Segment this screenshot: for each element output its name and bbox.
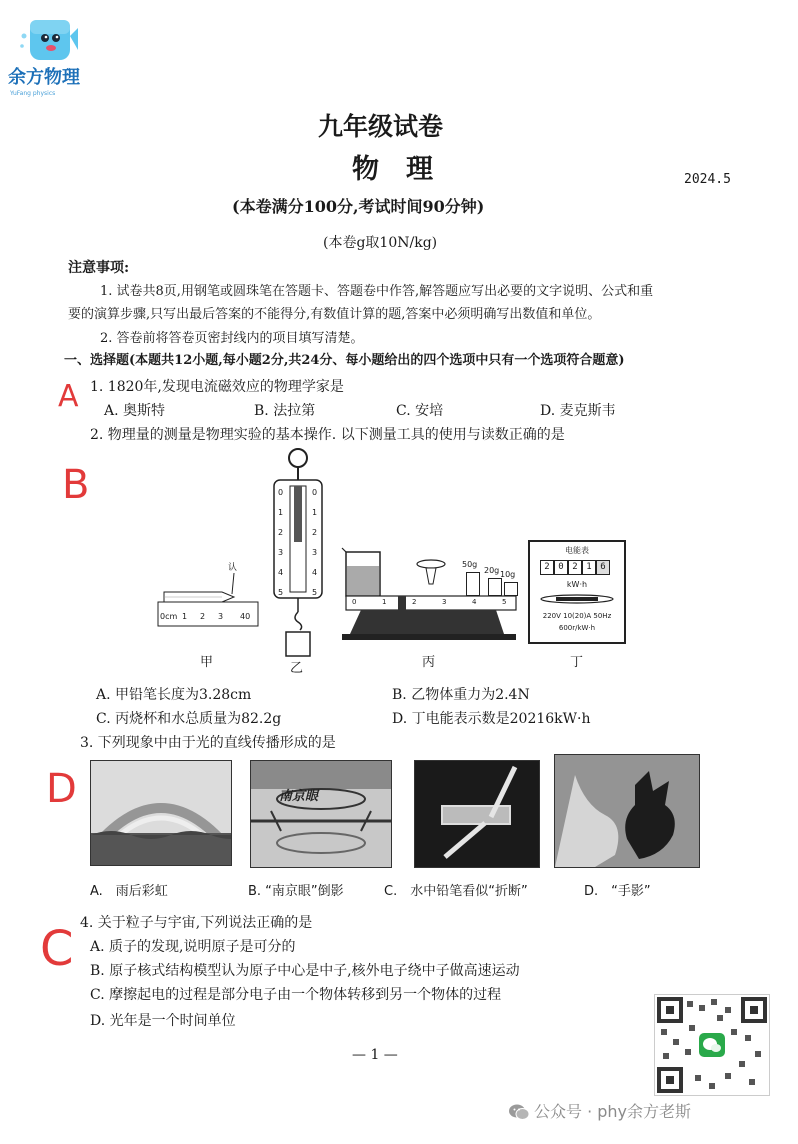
notice-item-2: 2. 答卷前将答卷页密封线内的项目填写清楚。 [100, 331, 364, 346]
weight-label: 20g [484, 566, 500, 575]
q4-option-a: A. 质子的发现,说明原子是可分的 [90, 939, 296, 955]
q2-option-c: C. 丙烧杯和水总质量为82.2g [96, 711, 282, 727]
q2-option-b: B. 乙物体重力为2.4N [392, 687, 530, 703]
watermark-text: 公众号 · phy余方老斯 [534, 1102, 692, 1121]
weight-label: 50g [462, 560, 478, 569]
ruler-tick-label: 40 [240, 612, 251, 621]
notice-item-1-line-1: 1. 试卷共8页,用钢笔或圆珠笔在答题卡、答题卷中作答,解答题应写出必要的文字说明、公式和重 [100, 284, 654, 299]
weight-block [504, 582, 518, 596]
balance-tick-label: 0 [352, 598, 357, 606]
exam-meta: (本卷满分100分,考试时间90分钟) [232, 197, 485, 216]
q2-stem: 2. 物理量的测量是物理实验的基本操作. 以下测量工具的使用与读数正确的是 [90, 427, 565, 443]
balance-tick-label: 1 [382, 598, 387, 606]
wechat-icon [508, 1103, 530, 1121]
scale-tick-label-right: 0 [312, 488, 318, 497]
scale-tick-label-left: 5 [278, 588, 284, 597]
meter-digit: 1 [582, 560, 596, 575]
meter-digits [540, 560, 620, 574]
figure-ruler [156, 560, 262, 632]
meter-digit: 6 [596, 560, 610, 575]
g-note: (本卷g取10N/kg) [323, 235, 438, 251]
meter-digit: 2 [540, 560, 554, 575]
photo-hand-shadow [554, 754, 700, 868]
scale-tick-label-left: 4 [278, 568, 284, 577]
qr-code[interactable] [654, 994, 770, 1096]
q1-answer-mark: A [58, 379, 79, 414]
photo-nanjing-eye-text: 南京眼 [279, 789, 319, 804]
page-number: — 1 — [352, 1047, 398, 1063]
photo-nanjing-eye [250, 760, 392, 868]
ruler-note: 认 [228, 563, 238, 573]
notice-heading: 注意事项: [68, 260, 130, 276]
logo-subtitle: YuFang physics [10, 90, 56, 97]
meter-constant: 600r/kW·h [558, 624, 596, 632]
scale-tick-label-left: 0 [278, 488, 284, 497]
q1-option-b: B. 法拉第 [254, 403, 316, 419]
logo [8, 14, 88, 97]
scale-tick-label-right: 3 [312, 548, 318, 557]
q1-option-a: A. 奥斯特 [104, 403, 166, 419]
q3-stem: 3. 下列现象中由于光的直线传播形成的是 [80, 735, 336, 751]
q4-option-b: B. 原子核式结构模型认为原子中心是中子,核外电子绕中子做高速运动 [90, 963, 520, 979]
balance-tick-label: 4 [472, 598, 477, 606]
exam-date: 2024.5 [684, 172, 731, 187]
fish-mascot-icon [18, 14, 80, 72]
photo-rainbow [90, 760, 232, 866]
weight-label: 10g [500, 570, 516, 579]
ruler-tick-label: 0cm [160, 612, 178, 621]
balance-tick-label: 3 [442, 598, 447, 606]
q3-answer-mark: D [46, 766, 77, 812]
q2-option-d: D. 丁电能表示数是20216kW·h [392, 711, 591, 727]
figure-spring-scale [268, 446, 328, 660]
q1-option-d: D. 麦克斯韦 [540, 403, 616, 419]
logo-name: 余方物理 [8, 67, 80, 88]
figure-energy-meter [528, 540, 626, 644]
q1-option-c: C. 安培 [396, 403, 444, 419]
scale-tick-label-right: 5 [312, 588, 318, 597]
balance-tick-label: 5 [502, 598, 507, 606]
watermark [508, 1100, 778, 1124]
section-heading: 一、选择题(本题共12小题,每小题2分,共24分、每小题给出的四个选项中只有一个选项符合题意) [64, 353, 625, 368]
q4-stem: 4. 关于粒子与宇宙,下列说法正确的是 [80, 915, 313, 931]
meter-title: 电能表 [565, 546, 589, 555]
scale-tick-label-right: 2 [312, 528, 318, 537]
q4-option-c: C. 摩擦起电的过程是部分电子由一个物体转移到另一个物体的过程 [90, 987, 502, 1003]
figure-balance [336, 538, 522, 646]
balance-tick-label: 2 [412, 598, 417, 606]
meter-digit: 0 [554, 560, 568, 575]
figure-label-yi: 乙 [290, 661, 304, 676]
notice-item-1-line-2: 要的演算步骤,只写出最后答案的不能得分,有数值计算的题,答案中必须明确写出数值和单位。 [68, 307, 601, 322]
q4-option-d: D. 光年是一个时间单位 [90, 1013, 236, 1029]
q3-option-d: D. “手影” [584, 884, 651, 899]
scale-tick-label-left: 3 [278, 548, 284, 557]
q1-stem: 1. 1820年,发现电流磁效应的物理学家是 [90, 379, 344, 395]
figure-label-jia: 甲 [200, 655, 214, 670]
ruler-tick-label: 1 [182, 612, 188, 621]
subject-title: 物 理 [352, 154, 433, 185]
q2-answer-mark: B [62, 462, 90, 508]
meter-digit: 2 [568, 560, 582, 575]
scale-tick-label-right: 4 [312, 568, 318, 577]
weight-block [466, 572, 480, 596]
scale-tick-label-left: 2 [278, 528, 284, 537]
q3-option-a: A. 雨后彩虹 [90, 884, 168, 899]
ruler-tick-label: 2 [200, 612, 206, 621]
q4-answer-mark: C [40, 921, 74, 977]
weight-block [488, 578, 502, 596]
figure-label-bing: 丙 [422, 655, 436, 670]
scale-tick-label-left: 1 [278, 508, 284, 517]
meter-unit: kW·h [566, 580, 588, 589]
exam-title: 九年级试卷 [318, 112, 444, 141]
photo-pencil-in-water [414, 760, 540, 868]
q3-option-c: C. 水中铅笔看似“折断” [384, 884, 528, 899]
ruler-tick-label: 3 [218, 612, 224, 621]
q2-option-a: A. 甲铅笔长度为3.28cm [96, 687, 252, 703]
figure-label-ding: 丁 [570, 655, 584, 670]
q3-option-b: B. “南京眼”倒影 [248, 884, 344, 899]
meter-rating: 220V 10(20)A 50Hz [542, 612, 612, 620]
scale-tick-label-right: 1 [312, 508, 318, 517]
